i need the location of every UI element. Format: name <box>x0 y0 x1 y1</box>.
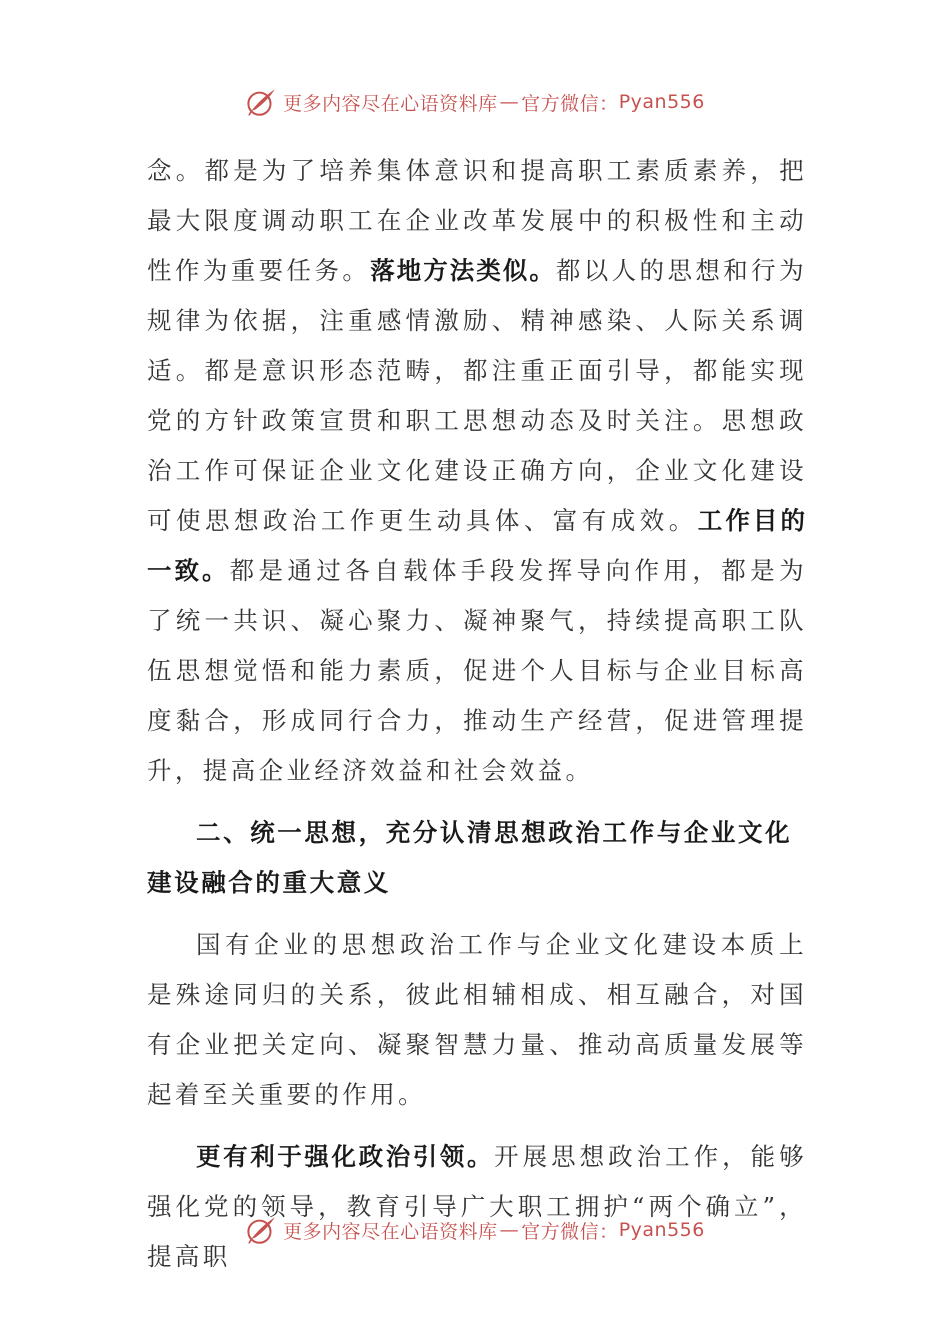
wechat-id: Pyan556 <box>618 91 705 113</box>
paragraph-3 <box>147 1132 807 1282</box>
quill-logo-icon <box>245 1213 279 1247</box>
header-banner <box>0 82 950 122</box>
banner-text: 更多内容尽在心语资料库 <box>283 1220 498 1243</box>
banner-separator: — <box>499 91 520 113</box>
paragraph-text: 都以人的思想和行为规律为依据，注重感情激励、精神感染、人际关系调适。都是意识形态范畴，都注重正面引导，都能实现党的方针政策宣贯和职工思想动态及时关注。思想政治工作可保证企业文化建设正确方向，企业文化建设可使思想政治工作更生动具体、富有成效。 <box>147 256 807 535</box>
paragraph-text: 都是通过各自载体手段发挥导向作用，都是为了统一共识、凝心聚力、凝神聚气，持续提高职工队伍思想觉悟和能力素质，促进个人目标与企业目标高度黏合，形成同行合力，推动生产经营，促进管理提升，提高企业经济效益和社会效益。 <box>147 556 808 785</box>
banner-separator: — <box>499 1219 520 1241</box>
document-body <box>147 146 807 1282</box>
section-heading: 二、统一思想，充分认清思想政治工作与企业文化建设融合的重大意义 <box>147 818 793 897</box>
paragraph-text: 念。都是为了培养集体意识和提高职工素质素养，把最大限度调动职工在企业改革发展中的积极性和主动性作为重要任务。 <box>147 156 807 285</box>
bold-phrase: 落地方法类似。 <box>370 256 556 285</box>
wechat-label: 官方微信： <box>521 1220 619 1243</box>
paragraph-text: 开展思想政治工作，能够强化党的领导，教育引导广大职工拥护“两个确立”，提高职 <box>147 1142 808 1271</box>
footer-banner <box>0 1210 950 1250</box>
quill-logo-icon <box>245 85 279 119</box>
bold-phrase: 更有利于强化政治引领。 <box>196 1142 495 1171</box>
banner-text: 更多内容尽在心语资料库 <box>283 92 498 115</box>
wechat-label: 官方微信： <box>521 92 619 115</box>
bold-phrase: 工作目的一致。 <box>147 506 807 585</box>
paragraph-2: 国有企业的思想政治工作与企业文化建设本质上是殊途同归的关系，彼此相辅相成、相互融合，对国有企业把关定向、凝聚智慧力量、推动高质量发展等起着至关重要的作用。 <box>147 930 807 1109</box>
paragraph-1 <box>147 146 807 796</box>
wechat-id: Pyan556 <box>618 1219 705 1241</box>
